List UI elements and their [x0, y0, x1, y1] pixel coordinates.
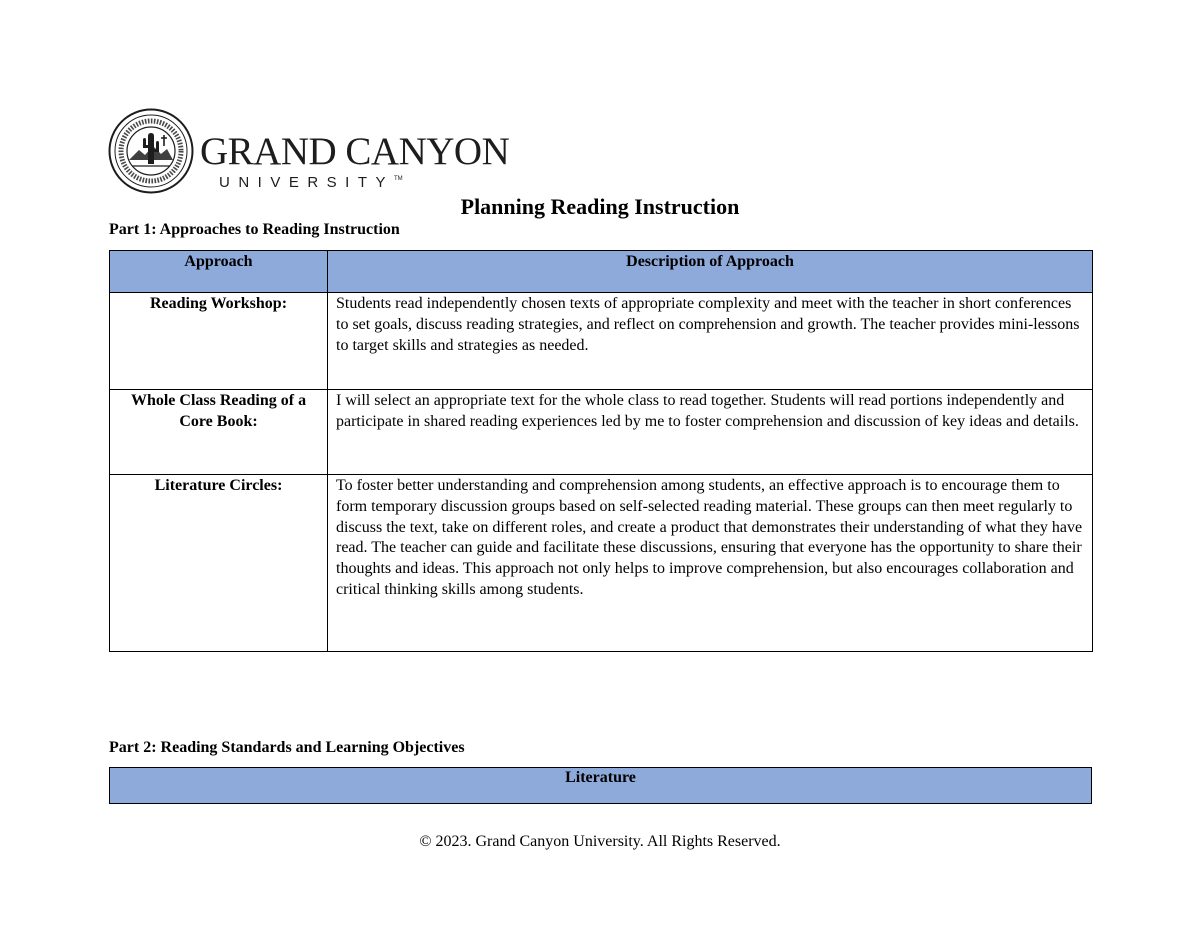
logo-subtitle	[219, 174, 403, 191]
literature-table	[109, 767, 1092, 804]
approach-cell: Reading Workshop:	[110, 293, 328, 390]
part1-heading: Part 1: Approaches to Reading Instruction	[109, 221, 400, 238]
table-row	[110, 390, 1093, 475]
column-header-approach: Approach	[110, 251, 328, 293]
logo-trademark: TM	[394, 176, 403, 182]
column-header-description: Description of Approach	[328, 251, 1093, 293]
table-row	[110, 293, 1093, 390]
part2-heading: Part 2: Reading Standards and Learning Objectives	[109, 739, 465, 756]
university-seal-icon	[108, 108, 194, 194]
table-row	[110, 475, 1093, 652]
description-cell: Students read independently chosen texts of appropriate complexity and meet with the teacher in short conferences to set goals, discuss reading strategies, and reflect on comprehension and growth. The teacher provides mini-lessons to target skills and strategies as needed.	[328, 293, 1093, 390]
page-title: Planning Reading Instruction	[460, 194, 740, 219]
approach-cell: Whole Class Reading of a Core Book:	[110, 390, 328, 475]
approach-cell: Literature Circles:	[110, 475, 328, 652]
table-header-row	[110, 768, 1092, 804]
logo-subtitle-text: UNIVERSITY	[219, 174, 395, 191]
copyright-footer: © 2023. Grand Canyon University. All Rights Reserved.	[419, 833, 781, 850]
logo-wordmark: GRAND CANYON	[200, 130, 510, 173]
description-cell: To foster better understanding and comprehension among students, an effective approach is to encourage them to form temporary discussion groups based on self-selected reading material. These groups can then meet regularly to discuss the text, take on different roles, and create a product that demonstrates their understanding of what they have read. The teacher can guide and facilitate these discussions, ensuring that everyone has the opportunity to share their thoughts and ideas. This approach not only helps to improve comprehension, but also encourages collaboration and critical thinking skills among students.	[328, 475, 1093, 652]
description-cell: I will select an appropriate text for the whole class to read together. Students will read portions independently and participate in shared reading experiences led by me to foster comprehension and discussion of key ideas and details.	[328, 390, 1093, 475]
approaches-table	[109, 250, 1093, 652]
gcu-logo	[108, 108, 510, 194]
literature-header: Literature	[110, 768, 1092, 804]
table-header-row	[110, 251, 1093, 293]
